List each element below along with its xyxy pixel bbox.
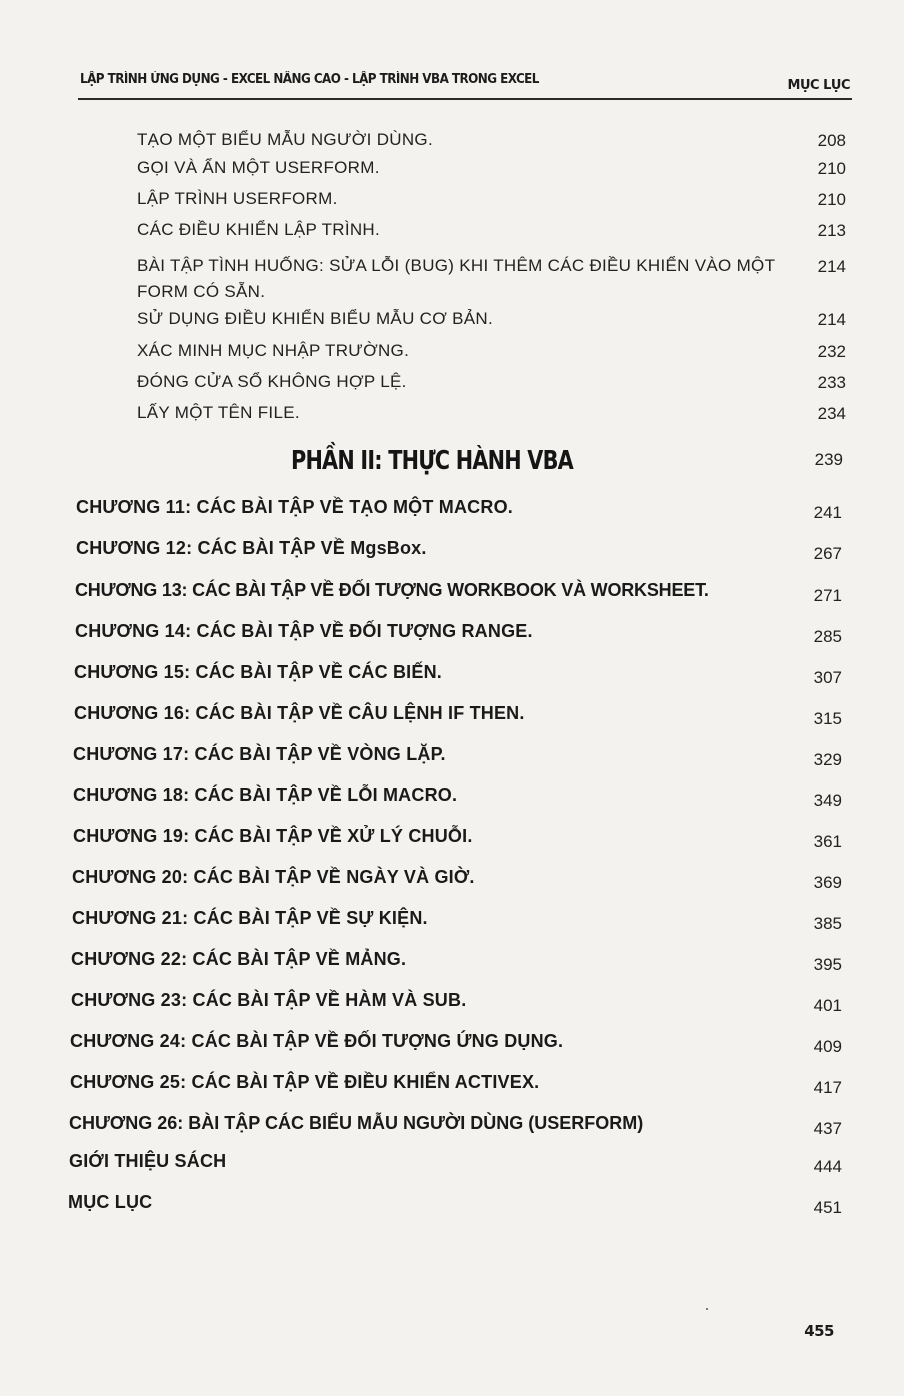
chapter-page: 444 bbox=[813, 1157, 842, 1176]
chapter-title: CHƯƠNG 24: CÁC BÀI TẬP VỀ ĐỐI TƯỢNG ỨNG DỤNG. bbox=[70, 1031, 564, 1051]
toc-subentry-page: 210 bbox=[817, 159, 846, 178]
section-title: MỤC LỤC bbox=[787, 78, 850, 93]
toc-subentry-title: CÁC ĐIỀU KHIỂN LẬP TRÌNH. bbox=[137, 220, 381, 239]
chapter-title: CHƯƠNG 18: CÁC BÀI TẬP VỀ LỖI MACRO. bbox=[73, 785, 458, 805]
chapter-title: CHƯƠNG 17: CÁC BÀI TẬP VỀ VÒNG LẶP. bbox=[73, 744, 446, 764]
toc-subentry-page: 233 bbox=[817, 373, 846, 392]
toc-subentry-page: 208 bbox=[817, 131, 846, 150]
part-page: 239 bbox=[814, 450, 843, 469]
toc-subentry-title: ĐÓNG CỬA SỔ KHÔNG HỢP LỆ. bbox=[137, 372, 407, 391]
chapter-page: 285 bbox=[813, 627, 842, 646]
chapter-page: 361 bbox=[813, 832, 842, 851]
chapter-page: 385 bbox=[813, 914, 842, 933]
chapter-title: CHƯƠNG 16: CÁC BÀI TẬP VỀ CÂU LỆNH IF THEN. bbox=[74, 703, 525, 723]
toc-subentry-title: LẬP TRÌNH USERFORM. bbox=[137, 189, 338, 208]
part-title: PHẦN II: THỰC HÀNH VBA bbox=[291, 446, 573, 476]
toc-subentry-page: 214 bbox=[817, 310, 846, 329]
ink-speck bbox=[706, 1308, 708, 1310]
chapter-title: CHƯƠNG 21: CÁC BÀI TẬP VỀ SỰ KIỆN. bbox=[72, 908, 428, 928]
book-title: LẬP TRÌNH ỨNG DỤNG - EXCEL NÂNG CAO - LẬP TRÌNH VBA TRONG EXCEL bbox=[80, 72, 539, 87]
chapter-page: 315 bbox=[813, 709, 842, 728]
toc-subentry-title: BÀI TẬP TÌNH HUỐNG: SỬA LỖI (BUG) KHI THÊM CÁC ĐIỀU KHIỂN VÀO MỘT FORM CÓ SẴN. bbox=[137, 256, 775, 301]
chapter-title: CHƯƠNG 14: CÁC BÀI TẬP VỀ ĐỐI TƯỢNG RANGE. bbox=[75, 621, 533, 641]
chapter-page: 369 bbox=[813, 873, 842, 892]
chapter-page: 395 bbox=[813, 955, 842, 974]
chapter-title: CHƯƠNG 20: CÁC BÀI TẬP VỀ NGÀY VÀ GIỜ. bbox=[72, 867, 475, 887]
page-number: 455 bbox=[804, 1322, 834, 1340]
chapter-title: CHƯƠNG 26: BÀI TẬP CÁC BIỂU MẪU NGƯỜI DÙNG (USERFORM) bbox=[69, 1113, 644, 1133]
toc-subentry-title: TẠO MỘT BIỂU MẪU NGƯỜI DÙNG. bbox=[137, 130, 433, 149]
chapter-title: CHƯƠNG 13: CÁC BÀI TẬP VỀ ĐỐI TƯỢNG WORKBOOK VÀ WORKSHEET. bbox=[75, 580, 709, 600]
chapter-title: CHƯƠNG 15: CÁC BÀI TẬP VỀ CÁC BIẾN. bbox=[74, 662, 442, 682]
chapter-page: 409 bbox=[813, 1037, 842, 1056]
toc-subentry-page: 213 bbox=[817, 221, 846, 240]
toc-subentry-page: 214 bbox=[817, 257, 846, 276]
chapter-title: CHƯƠNG 23: CÁC BÀI TẬP VỀ HÀM VÀ SUB. bbox=[71, 990, 467, 1010]
chapter-title: CHƯƠNG 19: CÁC BÀI TẬP VỀ XỬ LÝ CHUỖI. bbox=[73, 826, 473, 846]
chapter-title: GIỚI THIỆU SÁCH bbox=[69, 1151, 227, 1171]
chapter-page: 329 bbox=[813, 750, 842, 769]
chapter-page: 417 bbox=[813, 1078, 842, 1097]
chapter-page: 241 bbox=[813, 503, 842, 522]
chapter-title: MỤC LỤC bbox=[68, 1192, 153, 1212]
toc-subentry-page: 210 bbox=[817, 190, 846, 209]
chapter-page: 307 bbox=[813, 668, 842, 687]
chapter-page: 349 bbox=[813, 791, 842, 810]
chapter-title: CHƯƠNG 25: CÁC BÀI TẬP VỀ ĐIỀU KHIỂN ACTIVEX. bbox=[70, 1072, 540, 1092]
running-header bbox=[78, 64, 852, 100]
chapter-page: 267 bbox=[813, 544, 842, 563]
chapter-page: 437 bbox=[813, 1119, 842, 1138]
toc-subentry-page: 234 bbox=[817, 404, 846, 423]
toc-subentry-title: GỌI VÀ ẨN MỘT USERFORM. bbox=[137, 158, 380, 177]
toc-subentry-title: SỬ DỤNG ĐIỀU KHIỂN BIỂU MẪU CƠ BẢN. bbox=[137, 309, 494, 328]
toc-subentry-title: LẤY MỘT TÊN FILE. bbox=[137, 403, 300, 422]
toc-subentry-page: 232 bbox=[817, 342, 846, 361]
chapter-page: 401 bbox=[813, 996, 842, 1015]
chapter-title: CHƯƠNG 22: CÁC BÀI TẬP VỀ MẢNG. bbox=[71, 949, 407, 969]
chapter-page: 451 bbox=[813, 1198, 842, 1217]
toc-subentry-title: XÁC MINH MỤC NHẬP TRƯỜNG. bbox=[137, 341, 410, 360]
chapter-title: CHƯƠNG 11: CÁC BÀI TẬP VỀ TẠO MỘT MACRO. bbox=[76, 497, 513, 517]
chapter-page: 271 bbox=[813, 586, 842, 605]
chapter-title: CHƯƠNG 12: CÁC BÀI TẬP VỀ MgsBox. bbox=[76, 538, 427, 558]
